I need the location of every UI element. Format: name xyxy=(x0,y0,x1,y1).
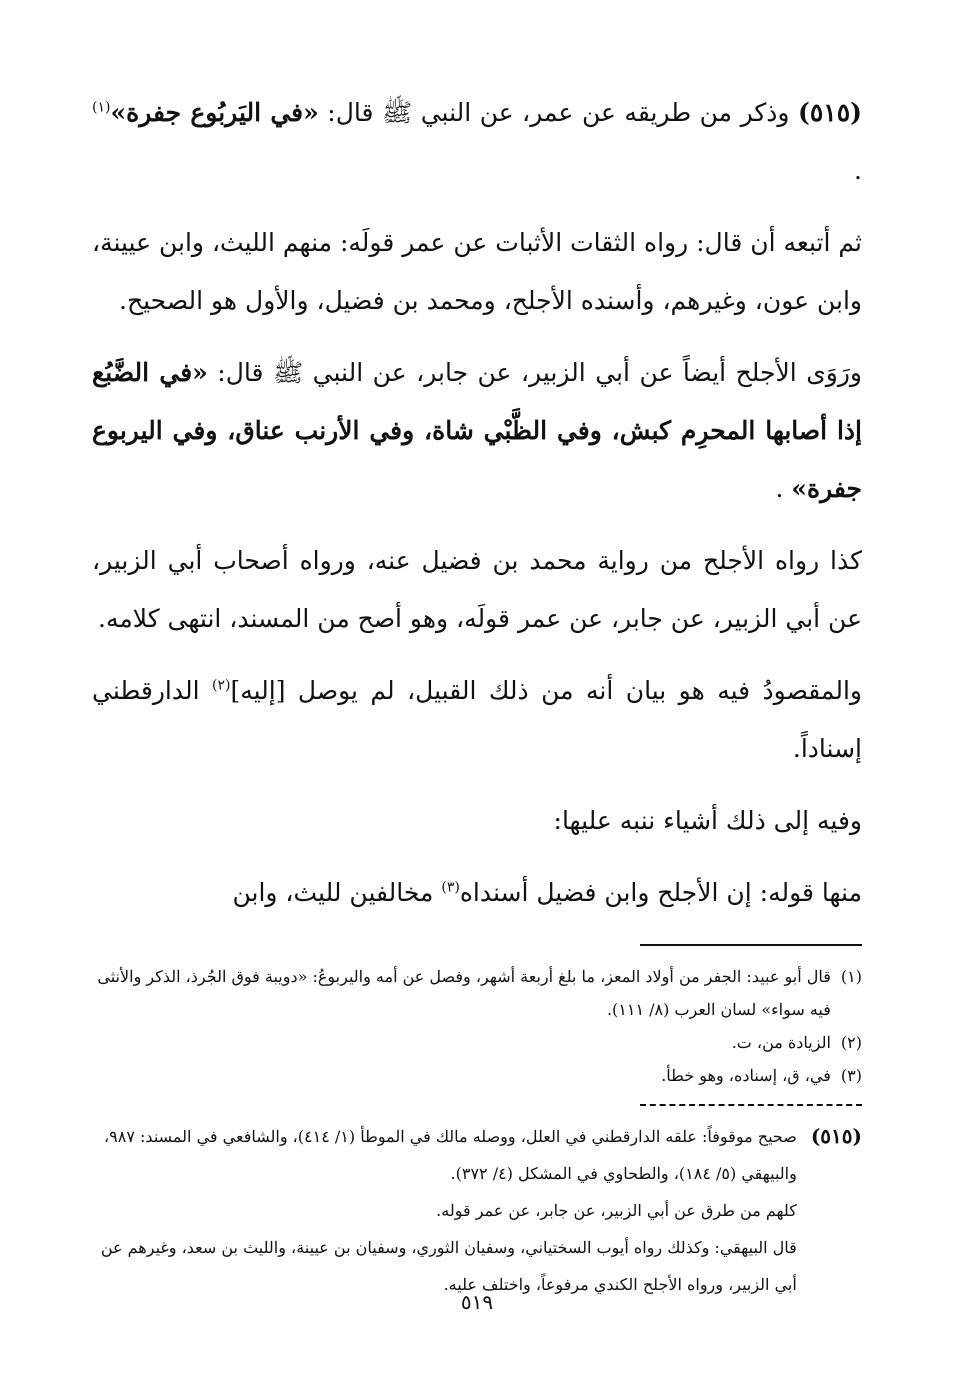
takhrij-body xyxy=(92,1118,797,1303)
paragraph-text: الدارقطني إسناداً. xyxy=(92,676,862,763)
footnote-number: (٢) xyxy=(840,1033,862,1052)
paragraph-515 xyxy=(92,84,862,200)
hadith-quote: «في اليَربُوع جفرة» xyxy=(110,98,319,127)
paragraph-7 xyxy=(92,864,862,922)
footnote-text: قال أبو عبيد: الجفر من أولاد المعز، ما بلغ أربعة أشهر، وفصل عن أمه واليربوعُ: «دويبة فوق الجُرذ، الذكر والأنثى فيه سواء» لسان العرب (٨/ ١١١). xyxy=(97,967,831,1019)
footnote-ref: (٣) xyxy=(441,879,460,896)
takhrij-line-3: قال البيهقي: وكذلك رواه أيوب السختياني، وسفيان الثوري، وسفيان بن عيينة، والليث بن سعد، وغيرهم عن أبي الزبير، ورواه الأجلح الكندي مرفوعاً، واختلف عليه. xyxy=(100,1238,797,1294)
paragraph-3 xyxy=(92,344,862,518)
takhrij-separator xyxy=(640,1104,862,1106)
takhrij-entry xyxy=(92,1118,862,1303)
paragraph-text: وذكر من طريقه عن عمر، عن النبي ﷺ قال: xyxy=(327,98,790,127)
main-text xyxy=(92,84,862,922)
footnote-1 xyxy=(92,960,862,1026)
footnote-2 xyxy=(92,1026,862,1059)
hadith-number: (٥١٥) xyxy=(798,98,862,127)
paragraph-2: ثم أتبعه أن قال: رواه الثقات الأثبات عن عمر قولَه: منهم الليث، وابن عيينة، وابن عون، وغيرهم، وأسنده الأجلح، ومحمد بن فضيل، والأول هو الصحيح. xyxy=(92,228,862,315)
footnotes xyxy=(92,960,862,1092)
paragraph-6: وفيه إلى ذلك أشياء ننبه عليها: xyxy=(553,806,862,835)
footnote-3 xyxy=(92,1059,862,1092)
paragraph-end: . xyxy=(854,156,862,185)
paragraph-4: كذا رواه الأجلح من رواية محمد بن فضيل عنه، ورواه أصحاب أبي الزبير، عن أبي الزبير، عن جابر، عن عمر قولَه، وهو أصح من المسند، انتهى كلامه. xyxy=(92,546,862,633)
footnote-separator xyxy=(640,944,862,946)
paragraph-text: والمقصودُ فيه هو بيان أنه من ذلك القبيل، لم يوصل [إليه] xyxy=(230,676,863,705)
footnote-ref: (١) xyxy=(92,99,111,116)
takhrij-section xyxy=(92,1118,862,1303)
footnote-number: (١) xyxy=(840,967,862,986)
hadith-quote: «في الضَّبُع إذا أصابها المحرِم كبش، وفي الظَّبْي شاة، وفي الأرنب عناق، وفي اليربوع جفرة» xyxy=(92,358,862,503)
takhrij-number: (٥١٥) xyxy=(810,1124,862,1148)
paragraph-text: ورَوَى الأجلح أيضاً عن أبي الزبير، عن جابر، عن النبي ﷺ قال: xyxy=(217,358,862,387)
paragraph-end: . xyxy=(775,474,784,503)
takhrij-line-2: كلهم من طرق عن أبي الزبير، عن جابر، عن عمر قوله. xyxy=(436,1201,797,1220)
paragraph-text: مخالفين لليث، وابن xyxy=(232,878,434,907)
paragraph-5 xyxy=(92,662,862,778)
paragraph-text: منها قوله: إن الأجلح وابن فضيل أسنداه xyxy=(459,878,862,907)
takhrij-line-1: صحيح موقوفاً: علقه الدارقطني في العلل، ووصله مالك في الموطأ (١/ ٤١٤)، والشافعي في المسند: ٩٨٧، والبيهقي (٥/ ١٨٤)، والطحاوي في المشكل (٤/ ٣٧٢). xyxy=(103,1127,797,1183)
footnote-text: الزيادة من، ت. xyxy=(731,1033,831,1052)
footnote-text: في، ق، إسناده، وهو خطأ. xyxy=(661,1066,831,1085)
footnote-number: (٣) xyxy=(840,1066,862,1085)
page-number: ٥١٩ xyxy=(460,1290,494,1314)
footnote-ref: (٢) xyxy=(212,677,231,694)
